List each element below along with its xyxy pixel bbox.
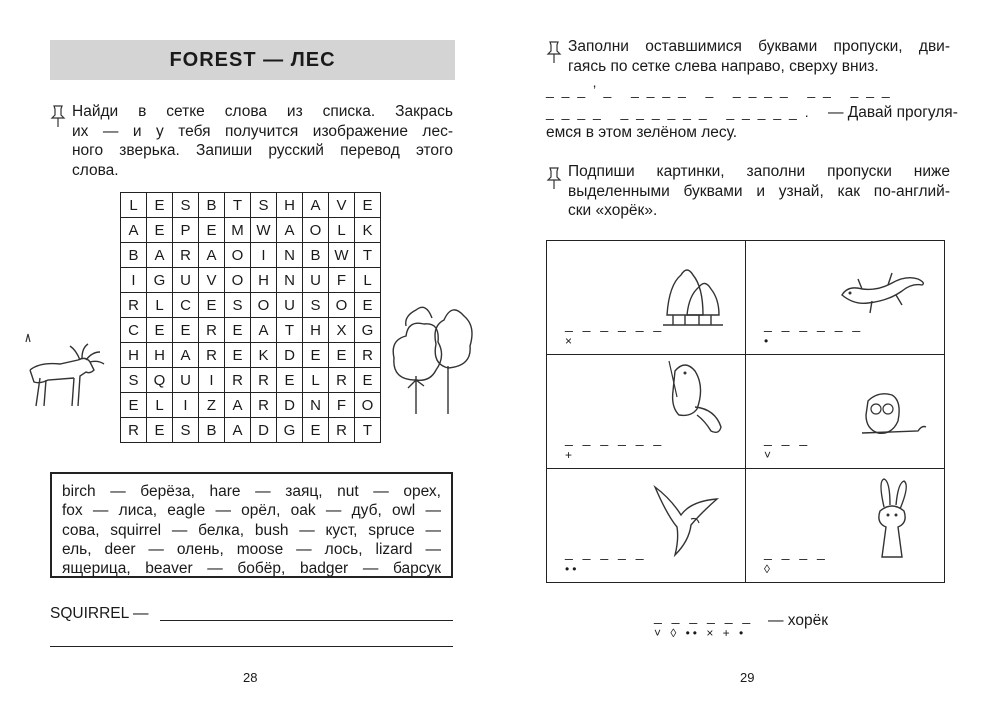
fill-line-3: емся в этом зелёном лесу. [546, 124, 738, 141]
grid-cell[interactable]: E [303, 418, 329, 443]
picture-mark: ˅ [764, 448, 775, 462]
grid-cell[interactable]: A [173, 343, 199, 368]
grid-cell[interactable]: A [251, 318, 277, 343]
grid-cell[interactable]: V [199, 268, 225, 293]
grid-cell[interactable]: V [329, 193, 355, 218]
picture-cell [746, 469, 945, 583]
picture-blanks[interactable]: _ _ _ _ _ _ [764, 316, 864, 332]
picture-cell [547, 241, 746, 355]
grid-cell[interactable]: A [225, 418, 251, 443]
picture-blanks[interactable]: _ _ _ _ _ _ [565, 430, 665, 446]
grid-cell[interactable]: E [329, 343, 355, 368]
grid-cell[interactable]: L [355, 268, 381, 293]
grid-cell[interactable]: E [199, 293, 225, 318]
grid-cell[interactable]: E [277, 368, 303, 393]
grid-cell[interactable]: R [199, 343, 225, 368]
grid-cell[interactable]: K [251, 343, 277, 368]
grid-cell[interactable]: H [147, 343, 173, 368]
grid-cell[interactable]: B [199, 193, 225, 218]
final-answer-blanks[interactable]: _ _ _ _ _ _ [654, 608, 754, 624]
page-number: 28 [243, 670, 258, 685]
picture-mark: × [565, 334, 576, 348]
page-title: FOREST — ЛЕС [50, 40, 455, 80]
picture-blanks[interactable]: _ _ _ _ _ _ [565, 316, 665, 332]
grid-cell[interactable]: I [121, 268, 147, 293]
answer-line-2[interactable] [50, 646, 453, 647]
grid-cell[interactable]: P [173, 218, 199, 243]
grid-cell[interactable]: R [251, 393, 277, 418]
grid-cell[interactable]: U [173, 368, 199, 393]
grid-cell[interactable]: S [303, 293, 329, 318]
grid-cell[interactable]: R [121, 418, 147, 443]
grid-cell[interactable]: E [173, 318, 199, 343]
picture-mark: • [764, 334, 772, 348]
grid-cell[interactable]: E [303, 343, 329, 368]
grid-cell[interactable]: H [277, 193, 303, 218]
grid-cell[interactable]: K [355, 218, 381, 243]
pushpin-icon [50, 104, 66, 128]
grid-cell[interactable]: E [225, 343, 251, 368]
grid-cell[interactable]: A [121, 218, 147, 243]
grid-cell[interactable]: T [277, 318, 303, 343]
grid-cell[interactable]: R [329, 368, 355, 393]
picture-cell [547, 355, 746, 469]
trees-illustration [386, 296, 476, 416]
grid-cell[interactable]: B [199, 418, 225, 443]
picture-table [546, 240, 945, 583]
picture-mark: ◊ [764, 562, 773, 576]
grid-cell[interactable]: I [199, 368, 225, 393]
picture-cell [746, 241, 945, 355]
beaver-icon [655, 357, 735, 437]
grid-cell[interactable]: R [355, 343, 381, 368]
fill-line-2[interactable]: _ _ _ _ _ _ _ _ _ _ _ _ _ _ _ . [546, 104, 811, 120]
grid-cell[interactable]: U [173, 268, 199, 293]
word-list-box: birch — берёза, hare — заяц, nut — орех, fox — лиса, eagle — орёл, oak — дуб, owl — сова, squirrel — белка, bush — куст, spruce — ель, deer — олень, moose — лось, lizard — ящерица, beaver — бобёр, badger — барсук [50, 472, 453, 578]
final-answer-word: — хорёк [768, 612, 829, 629]
picture-blanks[interactable]: _ _ _ [764, 430, 811, 446]
final-answer-marks: ˅ ◊ •• × + • [654, 626, 747, 640]
grid-cell[interactable]: N [303, 393, 329, 418]
grid-cell[interactable]: L [147, 393, 173, 418]
grid-cell[interactable]: S [225, 293, 251, 318]
grid-cell[interactable]: O [225, 243, 251, 268]
grid-cell[interactable]: G [277, 418, 303, 443]
grid-cell[interactable]: E [225, 318, 251, 343]
grid-cell[interactable]: G [147, 268, 173, 293]
grid-cell[interactable]: H [303, 318, 329, 343]
grid-cell[interactable]: L [303, 368, 329, 393]
grid-cell[interactable]: E [147, 418, 173, 443]
grid-cell[interactable]: E [147, 218, 173, 243]
grid-cell[interactable]: W [251, 218, 277, 243]
grid-cell[interactable]: Q [147, 368, 173, 393]
grid-cell[interactable]: O [329, 293, 355, 318]
lizard-icon [838, 255, 928, 325]
grid-cell[interactable]: R [225, 368, 251, 393]
grid-cell[interactable]: D [251, 418, 277, 443]
grid-cell[interactable]: S [173, 418, 199, 443]
grid-cell[interactable]: L [329, 218, 355, 243]
grid-cell[interactable]: S [173, 193, 199, 218]
grid-cell[interactable]: O [225, 268, 251, 293]
grid-cell[interactable]: I [251, 243, 277, 268]
grid-cell[interactable]: T [225, 193, 251, 218]
grid-cell[interactable]: H [251, 268, 277, 293]
grid-cell[interactable]: O [355, 393, 381, 418]
grid-cell[interactable]: A [277, 218, 303, 243]
right-instruction-1: Заполни оставшимися буквами пропуски, дви- гаясь по сетке слева направо, сверху вниз. [568, 38, 950, 75]
grid-cell[interactable]: S [251, 193, 277, 218]
grid-cell[interactable]: E [147, 318, 173, 343]
word-search-grid [120, 192, 381, 443]
grid-cell[interactable]: R [173, 243, 199, 268]
mushroom-icon [659, 255, 729, 330]
grid-cell[interactable]: A [303, 193, 329, 218]
grid-cell[interactable]: E [147, 193, 173, 218]
grid-cell[interactable]: I [173, 393, 199, 418]
owl-icon [858, 391, 928, 441]
grid-cell[interactable]: F [329, 393, 355, 418]
page-number: 29 [740, 670, 755, 685]
grid-cell[interactable]: T [355, 243, 381, 268]
answer-line[interactable] [160, 620, 453, 621]
grid-cell[interactable]: E [355, 368, 381, 393]
grid-cell[interactable]: G [355, 318, 381, 343]
grid-cell[interactable]: B [121, 243, 147, 268]
grid-cell[interactable]: E [199, 218, 225, 243]
pushpin-icon [546, 40, 562, 64]
fill-line-2-text: — Давай прогуля- [828, 104, 958, 121]
left-instruction: Найди в сетке слова из списка. Закрась их — и у тебя получится изображение лес- ного зверька. Запиши русский перевод этого слова. [72, 103, 453, 179]
grid-cell[interactable]: O [251, 293, 277, 318]
grid-cell[interactable]: R [121, 293, 147, 318]
grid-cell[interactable]: E [355, 193, 381, 218]
fill-line-1[interactable]: _ _ _ ’ _ _ _ _ _ _ _ _ _ _ _ _ _ _ _ [546, 82, 892, 98]
grid-cell[interactable]: B [303, 243, 329, 268]
right-instruction-2: Подпиши картинки, заполни пропуски ниже выделенными буквами и узнай, как по-англий- ски «хорёк». [568, 163, 950, 219]
picture-cell [746, 355, 945, 469]
grid-cell[interactable]: U [303, 268, 329, 293]
grid-cell[interactable]: R [251, 368, 277, 393]
grid-cell[interactable]: S [121, 368, 147, 393]
grid-cell[interactable]: A [147, 243, 173, 268]
grid-cell[interactable]: W [329, 243, 355, 268]
grid-cell[interactable]: A [225, 393, 251, 418]
grid-cell[interactable]: N [277, 268, 303, 293]
grid-cell[interactable]: D [277, 393, 303, 418]
grid-cell[interactable]: O [303, 218, 329, 243]
grid-cell[interactable]: R [199, 318, 225, 343]
grid-cell[interactable]: A [199, 243, 225, 268]
picture-blanks[interactable]: _ _ _ _ [764, 544, 828, 560]
grid-cell[interactable]: M [225, 218, 251, 243]
grid-cell[interactable]: E [355, 293, 381, 318]
picture-mark: + [565, 448, 576, 462]
grid-cell[interactable]: F [329, 268, 355, 293]
grid-cell[interactable]: C [173, 293, 199, 318]
answer-label: SQUIRREL — [50, 605, 149, 622]
grid-cell[interactable]: E [121, 393, 147, 418]
hare-icon [868, 477, 918, 562]
grid-cell[interactable]: C [121, 318, 147, 343]
pushpin-icon [546, 166, 562, 190]
grid-cell[interactable]: D [277, 343, 303, 368]
picture-cell [547, 469, 746, 583]
grid-cell[interactable]: H [121, 343, 147, 368]
grid-cell[interactable]: T [355, 418, 381, 443]
moose-illustration [20, 330, 110, 410]
grid-cell[interactable]: N [277, 243, 303, 268]
picture-mark: •• [565, 562, 580, 576]
picture-blanks[interactable]: _ _ _ _ _ [565, 544, 647, 560]
grid-cell[interactable]: Z [199, 393, 225, 418]
grid-cell[interactable]: L [147, 293, 173, 318]
grid-cell[interactable]: U [277, 293, 303, 318]
eagle-icon [651, 479, 721, 559]
grid-cell[interactable]: X [329, 318, 355, 343]
grid-cell[interactable]: L [121, 193, 147, 218]
grid-cell[interactable]: R [329, 418, 355, 443]
